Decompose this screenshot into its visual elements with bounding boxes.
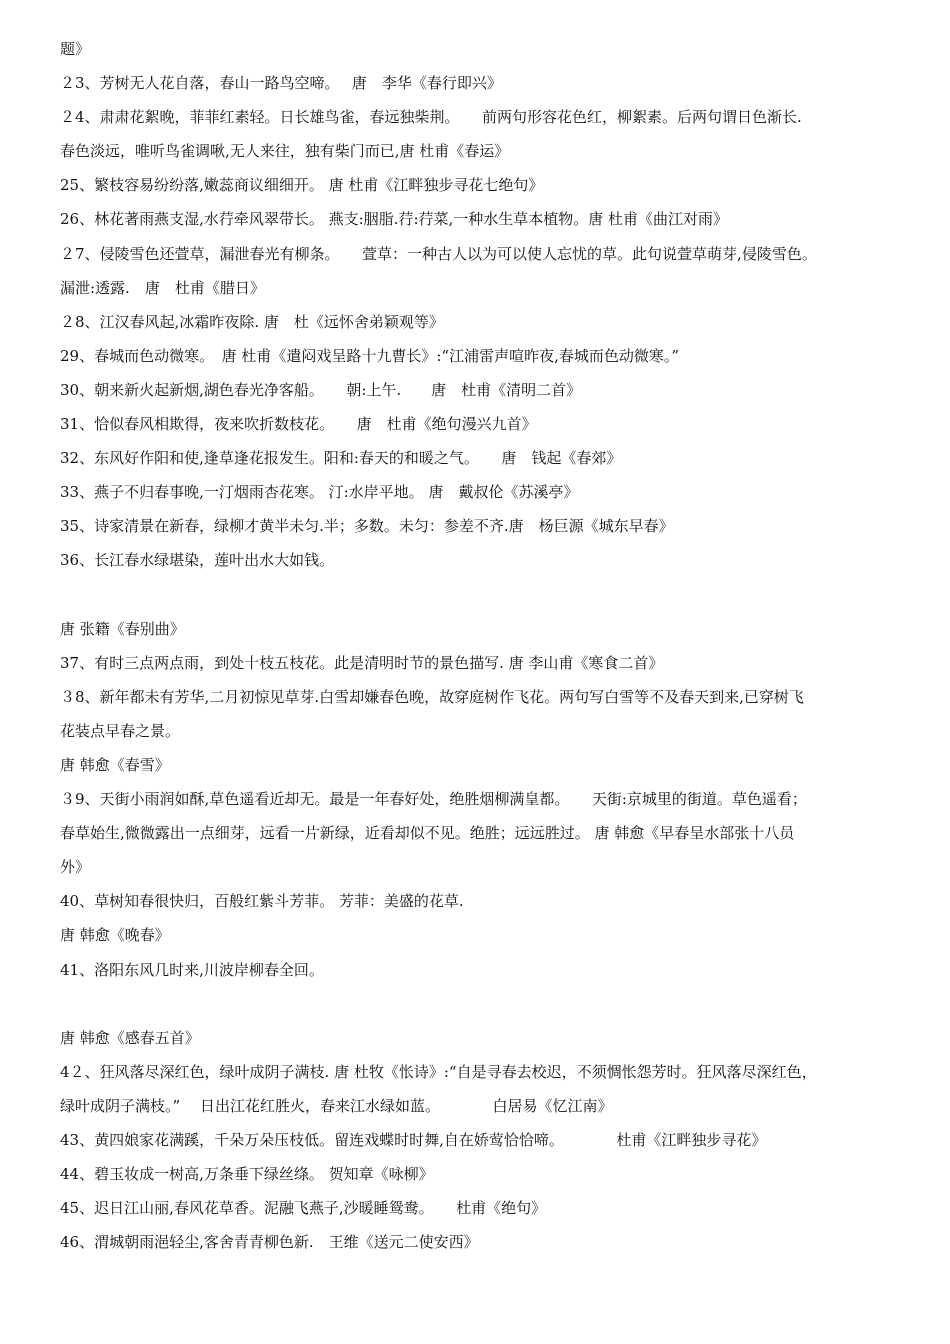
text-line: ２8、江汉春风起,冰霜昨夜除. 唐 杜《远怀舍弟颖观等》	[60, 312, 444, 331]
text-line: 44、碧玉妆成一树高,万条垂下绿丝绦。 贺知章《咏柳》	[60, 1165, 434, 1184]
text-line: 唐 韩愈《感春五首》	[60, 1028, 200, 1047]
text-line: 41、洛阳东风几时来,川波岸柳春全回。	[60, 960, 324, 979]
text-line: 漏泄:透露. 唐 杜甫《腊日》	[60, 278, 265, 297]
text-line: 题》	[60, 40, 91, 58]
blank-line	[60, 991, 920, 1025]
text-line: ３9、天街小雨润如酥,草色遥看近却无。最是一年春好处，绝胜烟柳满皇都。 天街:京城里的街道。草色遥看；	[60, 790, 807, 809]
text-line: 唐 韩愈《晚春》	[60, 926, 170, 945]
text-line: 37、有时三点两点雨，到处十枝五枝花。此是清明时节的景色描写. 唐 李山甫《寒食二首》	[60, 653, 664, 672]
text-line: 25、繁枝容易纷纷落,嫩蕊商议细细开。 唐 杜甫《江畔独步寻花七绝句》	[60, 176, 544, 195]
text-line: 绿叶成阴子满枝。” 日出江花红胜火，春来江水绿如蓝。 白居易《忆江南》	[60, 1096, 613, 1115]
text-line: 32、东风好作阳和使,逢草逢花报发生。阳和:春天的和暖之气。 唐 钱起《春郊》	[60, 449, 622, 468]
text-line: ２3、芳树无人花自落，春山一路鸟空啼。 唐 李华《春行即兴》	[60, 74, 502, 93]
text-line: ３8、新年都未有芳华,二月初惊见草芽.白雪却嫌春色晚，故穿庭树作飞花。两句写白雪等不及春天到来,已穿树飞	[60, 687, 804, 706]
text-line: ２7、侵陵雪色还萱草，漏泄春光有柳条。 萱草：一种古人以为可以使人忘忧的草。此句说萱草萌芽,侵陵雪色。	[60, 244, 817, 263]
text-line: 43、黄四娘家花满蹊，千朵万朵压枝低。留连戏蝶时时舞,自在娇莺恰恰啼。 杜甫《江畔独步寻花》	[60, 1131, 767, 1149]
text-line: 33、燕子不归春事晚,一汀烟雨杏花寒。 汀:水岸平地。 唐 戴叔伦《苏溪亭》	[60, 483, 579, 502]
text-line: 46、渭城朝雨浥轻尘,客舍青青柳色新. 王维《送元二使安西》	[60, 1233, 479, 1252]
text-line: 唐 韩愈《春雪》	[60, 755, 170, 774]
text-line: 36、长江春水绿堪染，莲叶出水大如钱。	[60, 551, 335, 570]
text-line: 30、朝来新火起新烟,湖色春光净客船。 朝:上午. 唐 杜甫《清明二首》	[60, 380, 582, 399]
text-line: 春色淡远，唯听鸟雀调啾,无人来往，独有柴门而已,唐 杜甫《春运》	[60, 142, 510, 161]
text-line: 40、草树知春很快归，百般红紫斗芳菲。 芳菲：美盛的花草.	[60, 892, 464, 911]
text-line: 29、春城而色动微寒。 唐 杜甫《遣闷戏呈路十九曹长》:“江浦雷声喧昨夜,春城而色动微寒。”	[60, 346, 680, 365]
text-line: 45、迟日江山丽,春风花草香。泥融飞燕子,沙暖睡鸳鸯。 杜甫《绝句》	[60, 1199, 547, 1218]
text-line: 35、诗家清景在新春，绿柳才黄半未匀.半；多数。未匀：参差不齐.唐 杨巨源《城东早春》	[60, 517, 674, 536]
text-line: 唐 张籍《春别曲》	[60, 619, 185, 638]
text-line: 春草始生,微微露出一点细芽，远看一片新绿，近看却似不见。绝胜；远远胜过。 唐 韩愈《早春呈水部张十八员	[60, 824, 795, 843]
text-line: ２4、肃肃花絮晚，菲菲红素轻。日长雄鸟雀，春远独柴荆。 前两句形容花色红，柳絮素。后两句谓日色渐长.	[60, 108, 802, 127]
blank-line	[60, 582, 920, 616]
text-line: 花装点早春之景。	[60, 721, 181, 740]
text-line: 外》	[60, 858, 91, 877]
text-line: 4２、狂风落尽深红色，绿叶成阴子满枝. 唐 杜牧《怅诗》:“自是寻春去校迟，不须惆怅怨芳时。狂风落尽深红色，	[60, 1062, 817, 1081]
text-line: 26、林花著雨燕支湿,水荇牵风翠带长。 燕支:胭脂.荇:荇菜,一种水生草本植物。唐 杜甫《曲江对雨》	[60, 210, 729, 229]
text-line: 31、恰似春风相欺得，夜来吹折数枝花。 唐 杜甫《绝句漫兴九首》	[60, 415, 537, 434]
